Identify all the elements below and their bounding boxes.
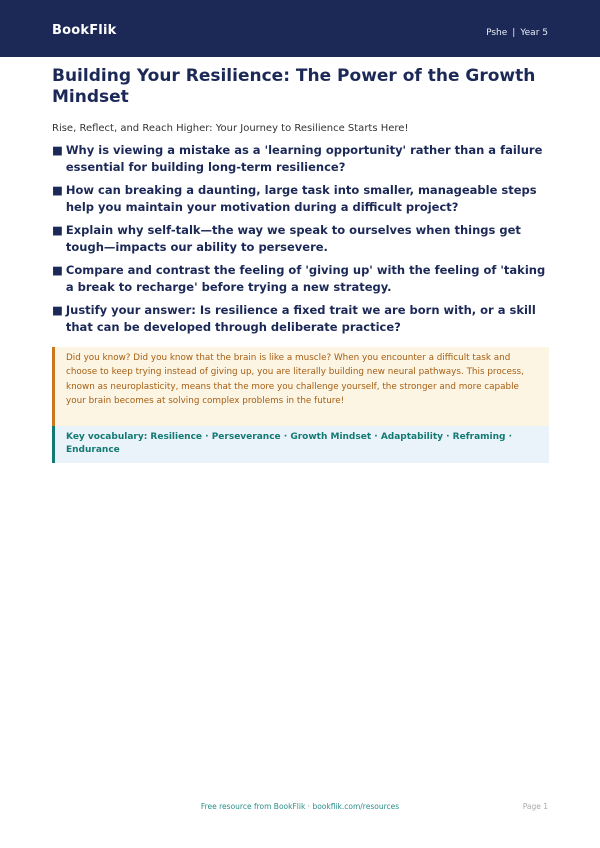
square-bullet-icon: ■ — [52, 303, 63, 317]
header-bar — [0, 0, 600, 57]
header-separator: | — [512, 28, 516, 38]
brand-logo[interactable]: BookFlik — [52, 23, 117, 38]
square-bullet-icon: ■ — [52, 263, 63, 277]
question-text: Why is viewing a mistake as a 'learning opportunity' rather than a failure essential for building long-term resilience? — [65, 143, 543, 174]
vocabulary-box: Key vocabulary: Resilience · Perseverance · Growth Mindset · Adaptability · Reframing · Endurance — [52, 426, 549, 463]
page-title: Building Your Resilience: The Power of the Growth Mindset — [52, 66, 536, 107]
subject-label: Pshe — [486, 28, 508, 38]
question-item — [52, 222, 552, 256]
question-text: Explain why self-talk—the way we speak to ourselves when things get tough—impacts our ability to persevere. — [65, 223, 521, 254]
question-item — [52, 262, 552, 296]
question-text: Justify your answer: Is resilience a fixed trait we are born with, or a skill that can be developed through deliberate practice? — [65, 303, 536, 334]
fact-box: Did you know? Did you know that the brain is like a muscle? When you encounter a difficult task and choose to keep trying instead of giving up, you are literally building new neural pathways. This process, known as neuroplasticity, means that the more you challenge yourself, the stronger and more capable your brain becomes at solving complex problems in the future! — [52, 347, 549, 426]
question-text: Compare and contrast the feeling of 'giving up' with the feeling of 'taking a break to recharge' before trying a new strategy. — [65, 263, 546, 294]
year-label: Year 5 — [520, 28, 548, 38]
page-subtitle: Rise, Reflect, and Reach Higher: Your Journey to Resilience Starts Here! — [52, 123, 409, 134]
header-meta — [486, 27, 548, 39]
question-item — [52, 182, 552, 216]
page-number: Page 1 — [522, 802, 548, 811]
question-list — [52, 142, 552, 342]
question-item — [52, 302, 552, 336]
footer-resource-link[interactable]: Free resource from BookFlik · bookflik.com/resources — [200, 802, 400, 811]
square-bullet-icon: ■ — [52, 223, 63, 237]
square-bullet-icon: ■ — [52, 143, 63, 157]
question-text: How can breaking a daunting, large task into smaller, manageable steps help you maintain your motivation during a difficult project? — [65, 183, 537, 214]
square-bullet-icon: ■ — [52, 183, 63, 197]
question-item — [52, 142, 552, 176]
